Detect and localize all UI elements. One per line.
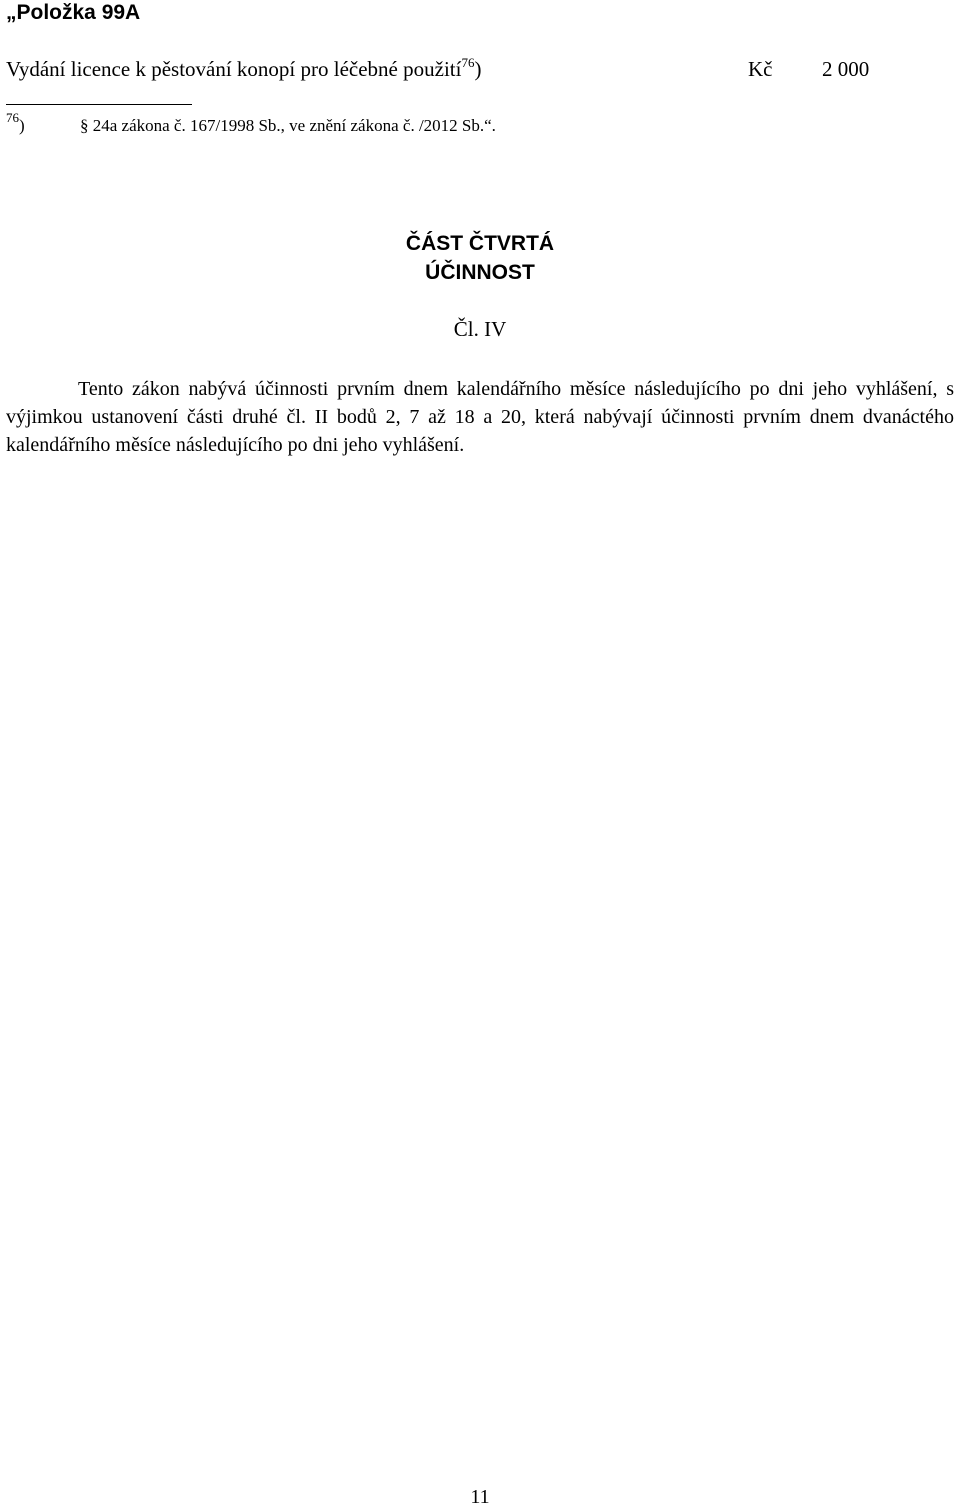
page-number: 11 bbox=[470, 1486, 490, 1508]
footnote-mark-close: ) bbox=[19, 116, 25, 135]
fee-amount: 2 000 bbox=[822, 57, 870, 81]
article-paragraph: Tento zákon nabývá účinnosti prvním dnem kalendářního měsíce následujícího po dni jeho vyhlášení, s výjimkou ustanovení části druhé čl. II bodů 2, 7 až 18 a 20, která nabývají účinnosti prvním dnem dvanáctého kalendářního měsíce následujícího po dni jeho vyhlášení. bbox=[6, 378, 954, 456]
footnote-reference: 76 bbox=[461, 55, 475, 70]
footnote-text: § 24a zákona č. 167/1998 Sb., ve znění zákona č. /2012 Sb.“. bbox=[80, 116, 496, 135]
footnote-mark bbox=[6, 110, 25, 138]
fee-description bbox=[6, 55, 481, 83]
fee-description-text: Vydání licence k pěstování konopí pro léčebné použití bbox=[6, 57, 462, 81]
item-heading: „Položka 99A bbox=[6, 1, 141, 24]
part-title: ČÁST ČTVRTÁ bbox=[405, 232, 555, 255]
fee-currency: Kč bbox=[748, 57, 773, 81]
article-number: Čl. IV bbox=[453, 317, 507, 341]
footnote-number: 76 bbox=[6, 110, 19, 125]
part-subtitle: ÚČINNOST bbox=[425, 261, 535, 284]
footnote-separator bbox=[6, 104, 192, 105]
footnote-reference-close: ) bbox=[474, 57, 482, 81]
